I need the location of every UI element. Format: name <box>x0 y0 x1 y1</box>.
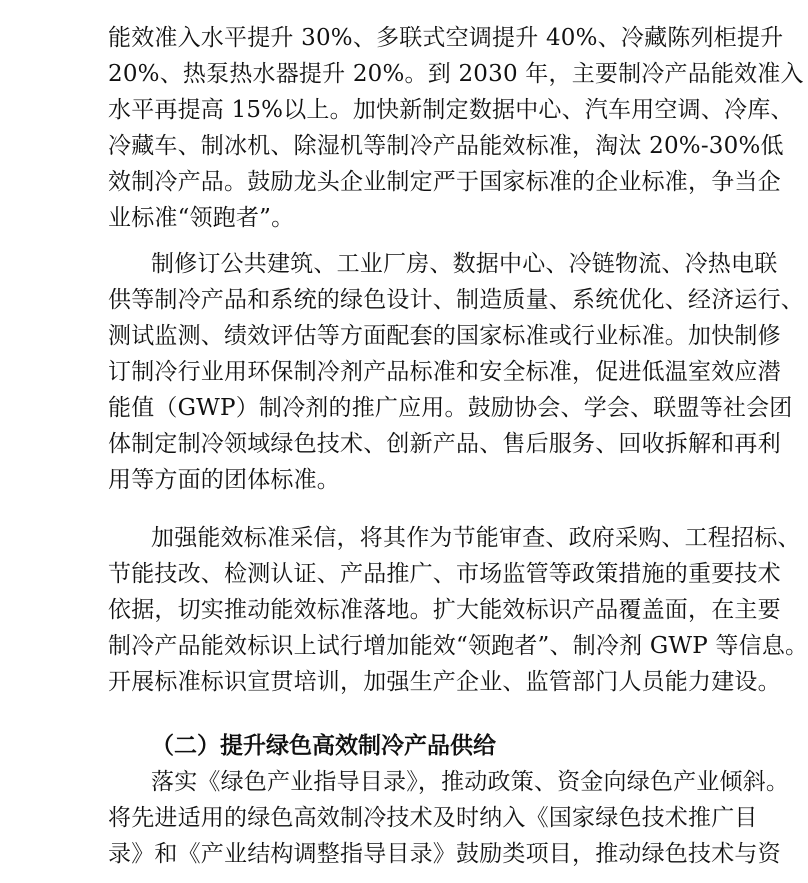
paragraph-line: 开展标准标识宣贯培训，加强生产企业、监管部门人员能力建设。 <box>108 669 781 695</box>
paragraph-line: 业标准“领跑者”。 <box>108 205 295 231</box>
paragraph-line: 体制定制冷领域绿色技术、创新产品、售后服务、回收拆解和再利 <box>108 431 781 457</box>
paragraph-line: 效制冷产品。鼓励龙头企业制定严于国家标准的企业标准，争当企 <box>108 169 781 195</box>
paragraph-line: 节能技改、检测认证、产品推广、市场监管等政策措施的重要技术 <box>108 561 781 587</box>
paragraph-line: 订制冷行业用环保制冷剂产品标准和安全标准，促进低温室效应潜 <box>108 359 781 385</box>
section-heading: （二）提升绿色高效制冷产品供给 <box>151 732 496 759</box>
paragraph-line: 录》和《产业结构调整指导目录》鼓励类项目，推动绿色技术与资 <box>108 841 781 867</box>
paragraph-line: 加强能效标准采信，将其作为节能审查、政府采购、工程招标、 <box>151 525 801 551</box>
paragraph-line: 能值（GWP）制冷剂的推广应用。鼓励协会、学会、联盟等社会团 <box>108 395 793 421</box>
paragraph-line: 冷藏车、制冰机、除湿机等制冷产品能效标准，淘汰 20%-30%低 <box>108 133 784 159</box>
paragraph-line: 制冷产品能效标识上试行增加能效“领跑者”、制冷剂 GWP 等信息。 <box>108 633 808 659</box>
paragraph-line: 用等方面的团体标准。 <box>108 467 340 493</box>
paragraph-line: 制修订公共建筑、工业厂房、数据中心、冷链物流、冷热电联 <box>151 251 778 277</box>
paragraph-line: 能效准入水平提升 30%、多联式空调提升 40%、冷藏陈列柜提升 <box>108 25 784 51</box>
paragraph-line: 供等制冷产品和系统的绿色设计、制造质量、系统优化、经济运行、 <box>108 287 804 313</box>
paragraph-line: 将先进适用的绿色高效制冷技术及时纳入《国家绿色技术推广目 <box>108 805 758 831</box>
paragraph-line: 20%、热泵热水器提升 20%。到 2030 年，主要制冷产品能效准入 <box>108 61 804 87</box>
paragraph-line: 测试监测、绩效评估等方面配套的国家标准或行业标准。加快制修 <box>108 323 781 349</box>
paragraph-line: 依据，切实推动能效标准落地。扩大能效标识产品覆盖面，在主要 <box>108 597 781 623</box>
paragraph-line: 水平再提高 15%以上。加快新制定数据中心、汽车用空调、冷库、 <box>108 97 794 123</box>
paragraph-line: 落实《绿色产业指导目录》，推动政策、资金向绿色产业倾斜。 <box>151 769 790 795</box>
